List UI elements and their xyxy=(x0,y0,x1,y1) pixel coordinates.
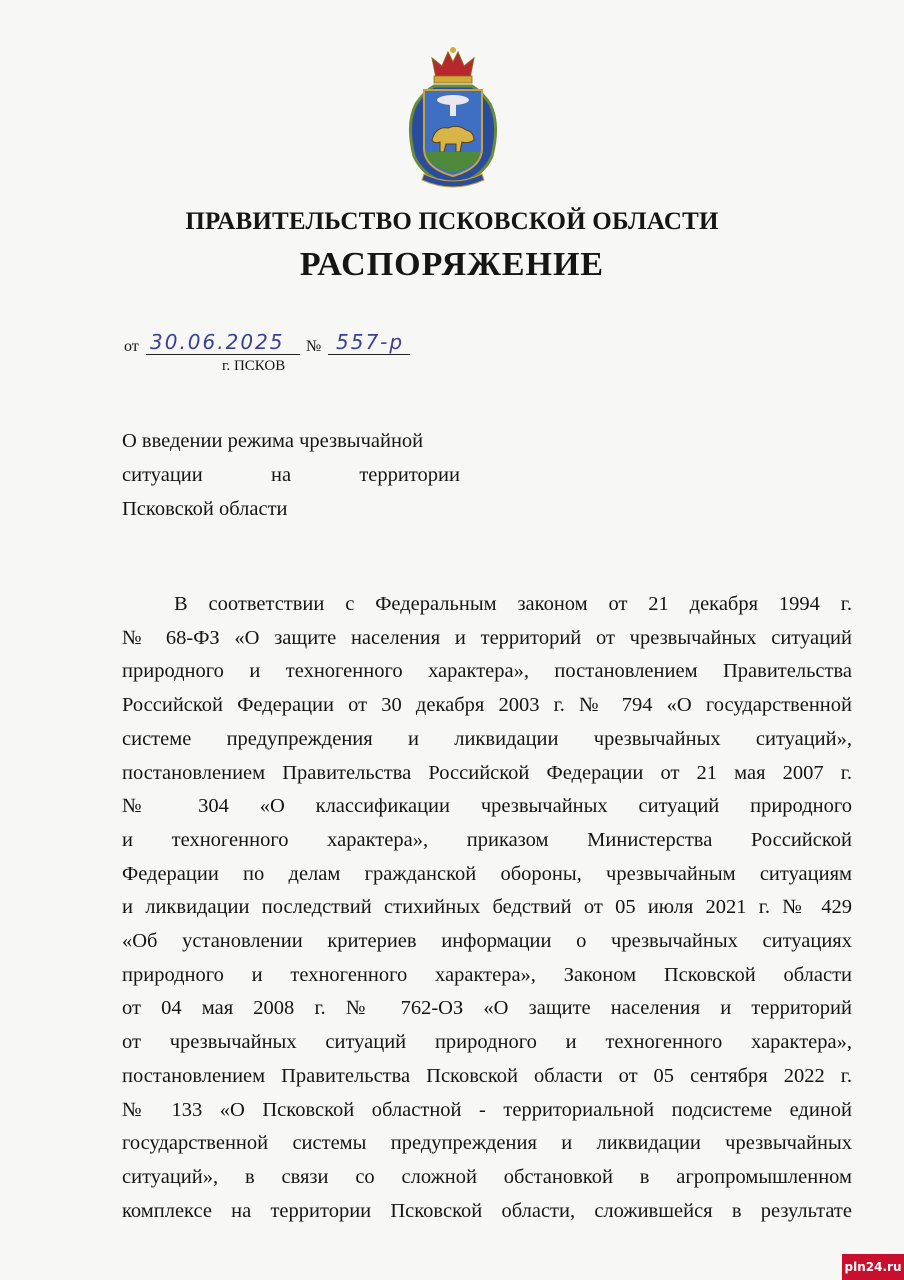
body-line: от чрезвычайных ситуаций природного и техногенного характера», xyxy=(122,1031,852,1054)
body-line: природного и техногенного характера», постановлением Правительства xyxy=(122,660,852,683)
body-line: постановлением Правительства Российской Федерации от 21 мая 2007 г. xyxy=(122,761,852,784)
subject-line: ситуации на территории xyxy=(122,464,460,486)
subject-line: Псковской области xyxy=(122,498,288,520)
body-line: и техногенного характера», приказом Министерства Российской xyxy=(122,828,852,851)
document-type: РАСПОРЯЖЕНИЕ xyxy=(299,246,605,283)
document-meta xyxy=(124,332,424,378)
number-prefix: № xyxy=(306,338,322,355)
body-line: и ликвидации последствий стихийных бедствий от 05 июля 2021 г. № 429 xyxy=(122,896,852,919)
date-underline xyxy=(146,354,300,355)
body-line: комплексе на территории Псковской области, сложившейся в результате xyxy=(122,1199,852,1222)
body-line: от 04 мая 2008 г. № 762-ОЗ «О защите населения и территорий xyxy=(122,997,852,1020)
body-line: ситуаций», в связи со сложной обстановкой в агропромышленном xyxy=(122,1165,852,1188)
body-line: природного и техногенного характера», Законом Псковской области xyxy=(122,963,852,986)
coat-of-arms-icon xyxy=(402,44,504,190)
number-underline xyxy=(328,354,410,355)
subject-line: О введении режима чрезвычайной xyxy=(122,430,424,452)
body-line: «Об установлении критериев информации о чрезвычайных ситуациях xyxy=(122,930,852,953)
body-line: Федерации по делам гражданской обороны, чрезвычайным ситуациям xyxy=(122,862,852,885)
date-value: 30.06.2025 xyxy=(150,330,285,354)
document-body xyxy=(122,588,852,1228)
city: г. ПСКОВ xyxy=(222,358,286,374)
watermark: pln24.ru xyxy=(842,1254,904,1280)
body-line: Российской Федерации от 30 декабря 2003 г. № 794 «О государственной xyxy=(122,694,852,717)
body-line: № 133 «О Псковской областной - территориальной подсистеме единой xyxy=(122,1098,852,1121)
body-line: В соответствии с Федеральным законом от 21 декабря 1994 г. xyxy=(174,593,852,615)
body-line: государственной системы предупреждения и ликвидации чрезвычайных xyxy=(122,1132,852,1155)
date-prefix: от xyxy=(124,338,139,355)
document-subject xyxy=(122,424,460,526)
body-line: системе предупреждения и ликвидации чрезвычайных ситуаций», xyxy=(122,727,852,750)
number-value: 557-р xyxy=(336,330,405,354)
body-line: постановлением Правительства Псковской области от 05 сентября 2022 г. xyxy=(122,1064,852,1087)
body-line: № 304 «О классификации чрезвычайных ситуаций природного xyxy=(122,795,852,818)
government-title: ПРАВИТЕЛЬСТВО ПСКОВСКОЙ ОБЛАСТИ xyxy=(185,208,719,235)
body-line: № 68-ФЗ «О защите населения и территорий от чрезвычайных ситуаций xyxy=(122,626,852,649)
